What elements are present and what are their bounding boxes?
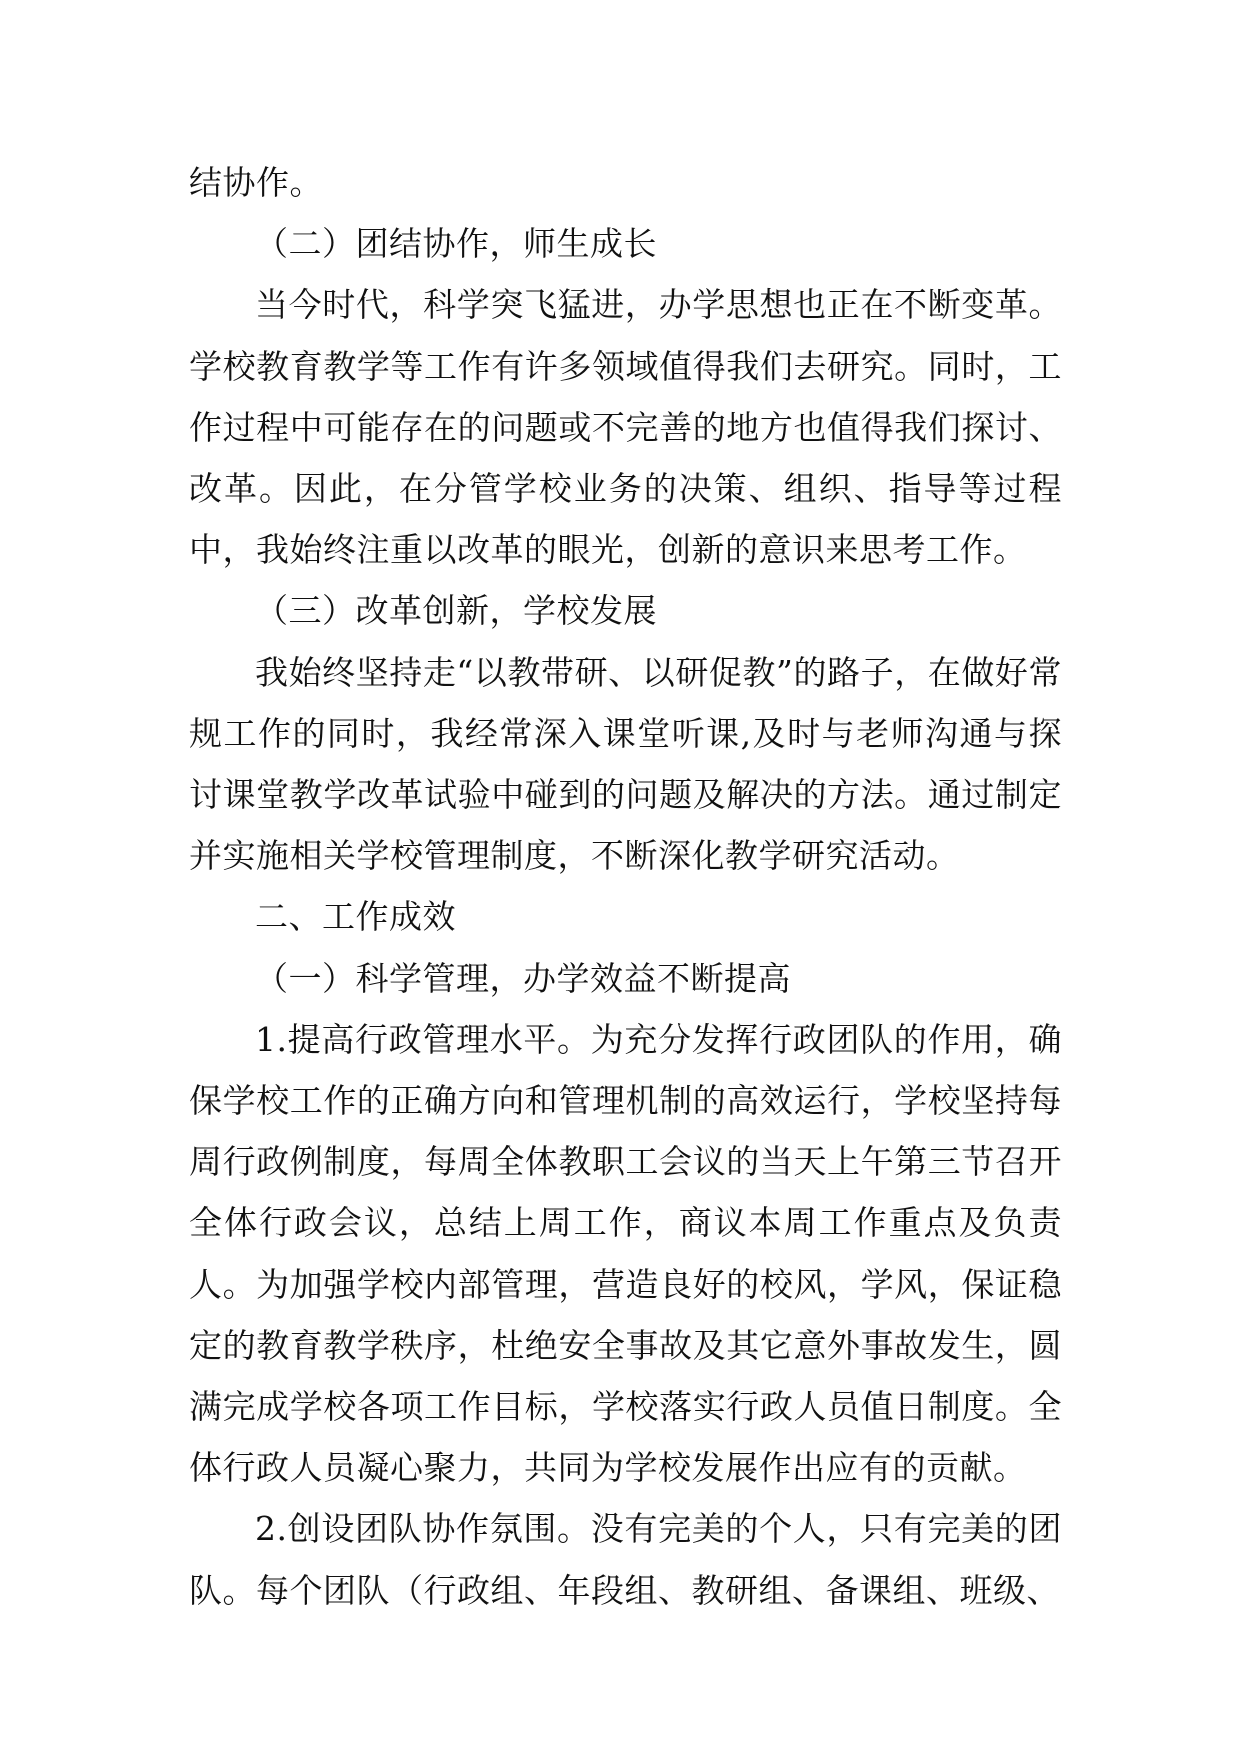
chapter-heading: 二、工作成效 — [255, 897, 456, 937]
section-heading: （一）科学管理，办学效益不断提高 — [255, 958, 791, 998]
section-heading: （二）团结协作，师生成长 — [255, 224, 657, 264]
body-paragraph: 我始终坚持走“以教带研、以研促教”的路子，在做好常规工作的同时，我经常深入课堂听课,及时与老师沟通与探讨课堂教学改革试验中碰到的问题及解决的方法。通过制定并实施相关学校管理制度，不断深化教学研究活动。 — [189, 652, 1062, 876]
paragraph-continuation: 结协作。 — [189, 163, 323, 202]
section-heading: （三）改革创新，学校发展 — [255, 591, 657, 631]
body-paragraph: 2.创设团队协作氛围。没有完美的个人，只有完美的团队。每个团队（行政组、年段组、教研组、备课组、班级、 — [189, 1509, 1062, 1610]
body-paragraph: 当今时代，科学突飞猛进，办学思想也正在不断变革。学校教育教学等工作有许多领域值得我们去研究。同时，工作过程中可能存在的问题或不完善的地方也值得我们探讨、改革。因此，在分管学校业务的决策、组织、指导等过程中，我始终注重以改革的眼光，创新的意识来思考工作。 — [189, 285, 1062, 570]
body-paragraph: 1.提高行政管理水平。为充分发挥行政团队的作用，确保学校工作的正确方向和管理机制的高效运行，学校坚持每周行政例制度，每周全体教职工会议的当天上午第三节召开全体行政会议，总结上周工作，商议本周工作重点及负责人。为加强学校内部管理，营造良好的校风，学风，保证稳定的教育教学秩序，杜绝安全事故及其它意外事故发生，圆满完成学校各项工作目标，学校落实行政人员值日制度。全体行政人员凝心聚力，共同为学校发展作出应有的贡献。 — [189, 1019, 1062, 1488]
document-body — [189, 152, 1062, 1621]
